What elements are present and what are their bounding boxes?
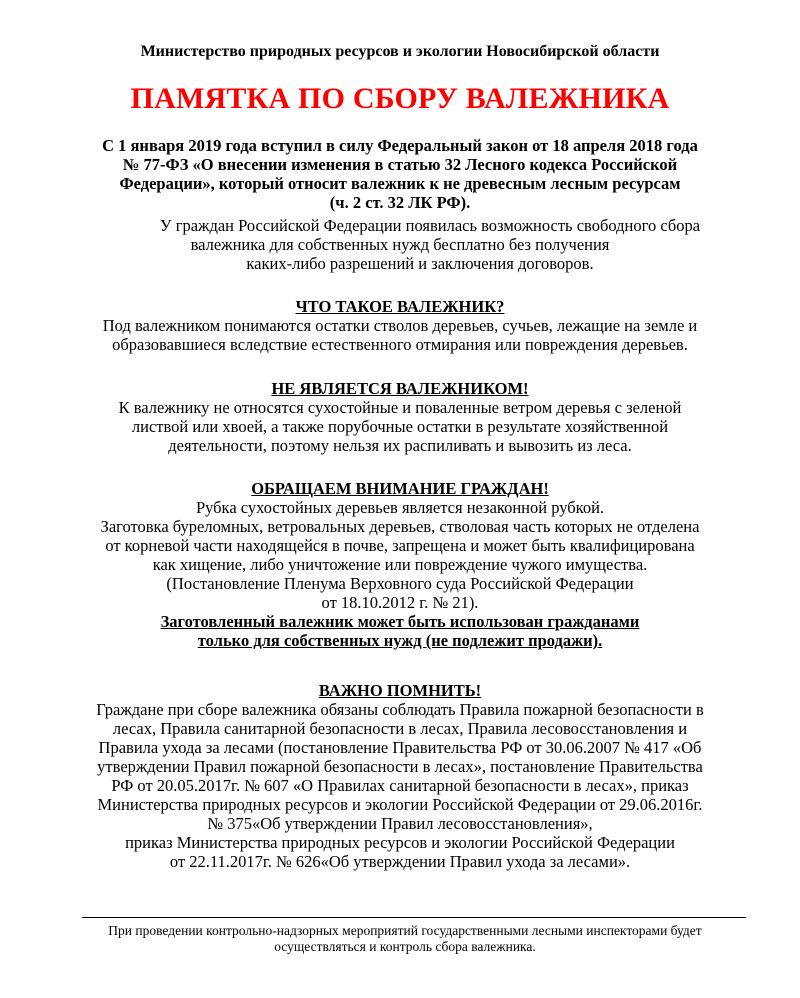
section-heading: ОБРАЩАЕМ ВНИМАНИЕ ГРАЖДАН!: [251, 479, 549, 498]
law-line: Федерации», который относит валежник к не древесным лесным ресурсам: [119, 174, 681, 193]
rights-paragraph: [60, 216, 740, 273]
section-line: Правила ухода за лесами (постановление Правительства РФ от 30.06.2007 № 417 «Об: [98, 738, 702, 757]
page-title: ПАМЯТКА ПО СБОРУ ВАЛЕЖНИКА: [130, 82, 670, 115]
footer-line: осуществляться и контроль сбора валежника.: [274, 939, 536, 954]
section-heading: ВАЖНО ПОМНИТЬ!: [318, 681, 482, 700]
section-what-is: [60, 297, 740, 354]
section-line: Граждане при сборе валежника обязаны соблюдать Правила пожарной безопасности в: [96, 700, 704, 719]
section-line: образовавшиеся вследствие естественного отмирания или повреждения деревьев.: [112, 335, 688, 354]
emphasis-line: только для собственных нужд (не подлежит продажи).: [197, 631, 603, 650]
section-line: № 375«Об утверждении Правил лесовосстановления»,: [207, 814, 593, 833]
section-line: Рубка сухостойных деревьев является незаконной рубкой.: [195, 498, 605, 517]
section-line: приказ Министерства природных ресурсов и экологии Российской Федерации: [125, 833, 675, 852]
section-line: как хищение, либо уничтожение или повреждение чужого имущества.: [152, 555, 648, 574]
emphasis-line: Заготовленный валежник может быть использован гражданами: [160, 612, 640, 631]
section-line: от 22.11.2017г. № 626«Об утверждении Правил ухода за лесами».: [169, 852, 631, 871]
section-remember: [60, 681, 740, 871]
section-line: К валежнику не относятся сухостойные и поваленные ветром деревья с зеленой: [118, 398, 682, 417]
section-heading: НЕ ЯВЛЯЕТСЯ ВАЛЕЖНИКОМ!: [271, 379, 529, 398]
footer-note: [60, 923, 750, 955]
rights-line: каких-либо разрешений и заключения договоров.: [246, 254, 594, 273]
section-line: Заготовка буреломных, ветровальных деревьев, стволовая часть которых не отделена: [100, 517, 700, 536]
section-heading: ЧТО ТАКОЕ ВАЛЕЖНИК?: [295, 297, 505, 316]
section-attention: [60, 479, 740, 650]
section-line: Под валежником понимаются остатки стволов деревьев, сучьев, лежащие на земле и: [102, 316, 698, 335]
law-line: (ч. 2 ст. 32 ЛК РФ).: [329, 193, 471, 212]
section-line: РФ от 20.05.2017г. № 607 «О Правилах санитарной безопасности в лесах», приказ: [111, 776, 689, 795]
rights-line: У граждан Российской Федерации появилась возможность свободного сбора: [159, 216, 701, 235]
section-line: деятельности, поэтому нельзя их распиливать и вывозить из леса.: [168, 436, 632, 455]
section-line: лесах, Правила санитарной безопасности в лесах, Правила лесовосстановления и: [112, 719, 688, 738]
section-line: от 18.10.2012 г. № 21).: [321, 593, 479, 612]
section-not-deadwood: [60, 379, 740, 455]
footer-divider: [82, 917, 746, 918]
law-line: № 77-ФЗ «О внесении изменения в статью 32 Лесного кодекса Российской: [122, 155, 678, 174]
section-line: Министерства природных ресурсов и экологии Российской Федерации от 29.06.2016г.: [97, 795, 703, 814]
law-line: С 1 января 2019 года вступил в силу Федеральный закон от 18 апреля 2018 года: [102, 136, 698, 155]
footer-line: При проведении контрольно-надзорных мероприятий государственными лесными инспекторами будет: [108, 923, 702, 938]
section-line: утверждении Правил пожарной безопасности в лесах», постановление Правительства: [97, 757, 703, 776]
section-line: (Постановление Пленума Верховного суда Российской Федерации: [166, 574, 634, 593]
rights-line: валежника для собственных нужд бесплатно без получения: [190, 235, 610, 254]
section-line: от корневой части находящейся в почве, запрещена и может быть квалифицирована: [105, 536, 695, 555]
law-paragraph: [60, 136, 740, 212]
section-line: листвой или хвоей, а также порубочные остатки в результате хозяйственной: [131, 417, 669, 436]
ministry-name: Министерство природных ресурсов и экологии Новосибирской области: [140, 43, 660, 60]
